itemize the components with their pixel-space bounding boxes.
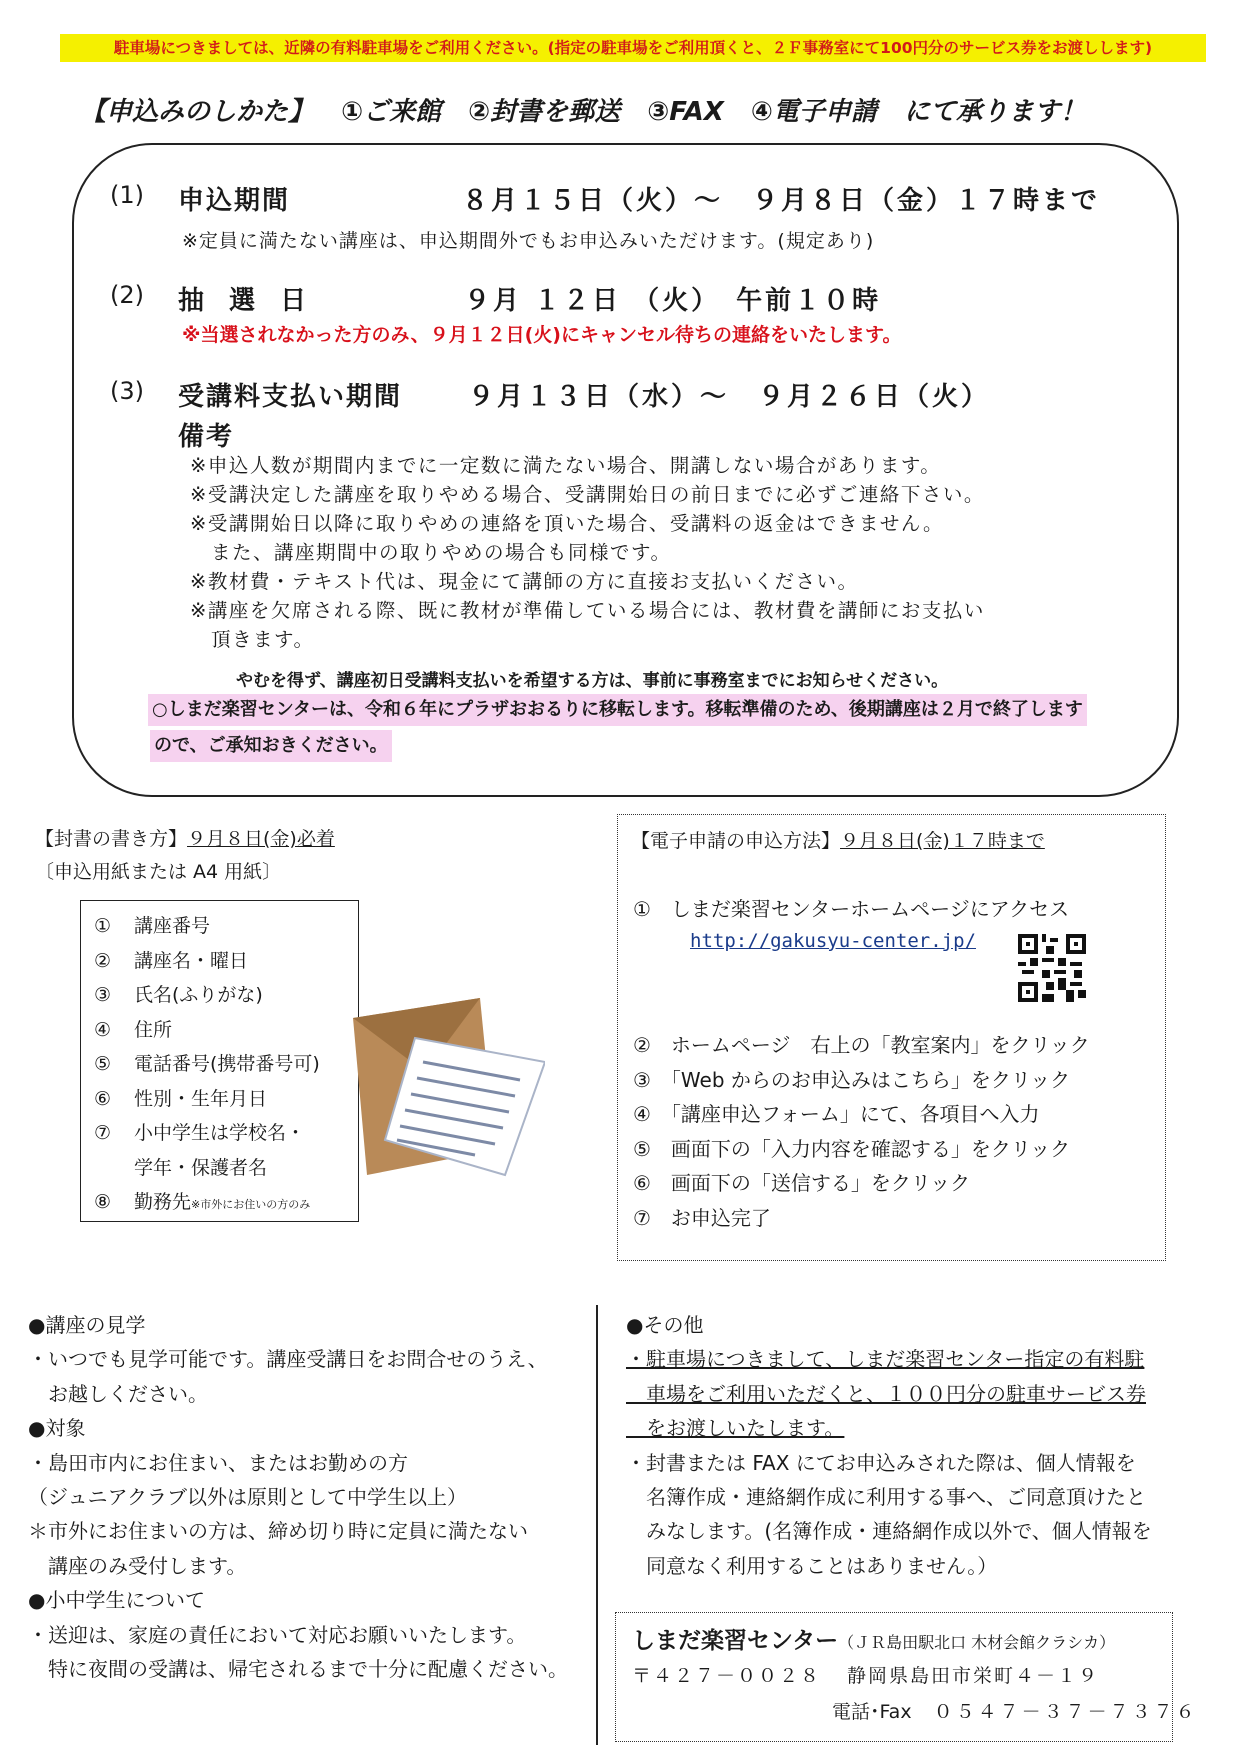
info-line: お越しください。 xyxy=(28,1381,208,1406)
howto-visit: ①ご来館 xyxy=(341,97,442,127)
electronic-step: ④ 「講座申込フォーム」にて、各項目へ入力 xyxy=(633,1102,1040,1126)
students-heading: ●小中学生について xyxy=(28,1588,206,1613)
electronic-step: ③ 「Web からのお申込みはこちら」をクリック xyxy=(633,1067,1071,1092)
first-day-payment-note: やむを得ず、講座初日受講料支払いを希望する方は、事前に事務室までにお知らせください。 xyxy=(236,671,949,691)
electronic-title: 【電子申請の申込方法】 xyxy=(631,830,841,852)
letter-title: 【封書の書き方】 xyxy=(35,828,188,850)
info-line: 講座のみ受付します。 xyxy=(28,1553,247,1578)
privacy-line: 名簿作成・連絡網作成に利用する事へ、ご同意頂けたと xyxy=(626,1485,1146,1510)
electronic-step: ⑤ 画面下の「入力内容を確認する」をクリック xyxy=(633,1136,1071,1161)
qr-code-icon xyxy=(1018,934,1086,1002)
electronic-step: ⑦ お申込完了 xyxy=(633,1205,771,1230)
letter-item: ④ 住所 xyxy=(94,1018,173,1041)
howto-suffix: にて承ります！ xyxy=(903,97,1086,127)
apply-period: ８月１５日（火）～ ９月８日（金）１７時まで xyxy=(462,186,1101,216)
letter-items-list xyxy=(94,909,320,1223)
letter-item: ⑧ 勤務先※市外にお住いの方のみ xyxy=(94,1191,311,1213)
lottery-note: ※当選されなかった方のみ、９月１２日(火)にキャンセル待ちの連絡をいたします。 xyxy=(182,324,902,346)
column-divider xyxy=(596,1305,598,1745)
phone-label: 電話･Fax xyxy=(832,1701,912,1723)
privacy-line: みなします。(名簿作成・連絡網作成以外で、個人情報を xyxy=(626,1519,1152,1544)
remark-item: ※受講開始日以降に取りやめの連絡を頂いた場合、受講料の返金はできません。 xyxy=(190,512,945,535)
contact-address-line xyxy=(632,1661,1099,1688)
remark-item: ※教材費・テキスト代は、現金にて講師の方に直接お支払いください。 xyxy=(190,570,859,593)
letter-heading xyxy=(35,824,335,851)
howto-mail: ②封書を郵送 xyxy=(468,97,621,127)
apply-note: ※定員に満たない講座は、申込期間外でもお申込みいただけます。(規定あり) xyxy=(182,230,875,252)
letter-item: 学年・保護者名 xyxy=(134,1156,268,1179)
bottom-right-info xyxy=(626,1308,1152,1583)
apply-number: (1) xyxy=(110,181,144,209)
phone-number: ０５４７－３７－７３７６ xyxy=(933,1701,1198,1723)
letter-item: ⑤ 電話番号(携帯番号可) xyxy=(94,1053,320,1075)
remark-item: ※申込人数が期間内までに一定数に満たない場合、開講しない場合があります。 xyxy=(190,454,942,477)
info-line: 特に夜間の受講は、帰宅されるまで十分に配慮ください。 xyxy=(28,1657,568,1682)
electronic-step: ⑥ 画面下の「送信する」をクリック xyxy=(633,1171,971,1195)
payment-label: 受講料支払い期間 xyxy=(178,382,403,412)
remark-item: 頂きます。 xyxy=(190,628,315,651)
letter-item8-note: ※市外にお住いの方のみ xyxy=(191,1198,311,1211)
homepage-link[interactable]: http://gakusyu-center.jp/ xyxy=(690,930,976,952)
envelope-document-icon xyxy=(345,990,545,1180)
how-to-apply-heading xyxy=(80,95,1180,129)
privacy-line: ・封書または FAX にてお申込みされた際は、個人情報を xyxy=(626,1450,1136,1475)
remark-item: ※講座を欠席される際、既に教材が準備している場合には、教材費を講師にお支払い xyxy=(190,599,985,622)
apply-label: 申込期間 xyxy=(178,186,291,216)
info-line: ・島田市内にお住まい、またはお勤めの方 xyxy=(28,1450,408,1475)
electronic-deadline: ９月８日(金)１７時まで xyxy=(840,830,1045,852)
letter-item: ⑥ 性別・生年月日 xyxy=(94,1087,268,1110)
bottom-left-info xyxy=(28,1308,568,1686)
other-heading: ●その他 xyxy=(626,1313,704,1337)
howto-electronic: ④電子申請 xyxy=(750,97,877,127)
electronic-step: ② ホームページ 右上の「教室案内」をクリック xyxy=(633,1033,1090,1057)
howto-fax: ③FAX xyxy=(647,97,724,127)
parking-banner: 駐車場につきましては、近隣の有料駐車場をご利用ください。(指定の駐車場をご利用頂くと、２Ｆ事務室にて100円分のサービス券をお渡しします) xyxy=(60,34,1206,62)
lottery-label: 抽 選 日 xyxy=(178,286,315,316)
center-name: しまだ楽習センター xyxy=(632,1628,839,1654)
contact-name-line xyxy=(632,1622,1115,1655)
howto-title: 【申込みのしかた】 xyxy=(80,97,315,127)
parking-line: をお渡しいたします。 xyxy=(626,1416,845,1441)
letter-item: ③ 氏名(ふりがな) xyxy=(94,984,263,1006)
payment-number: (3) xyxy=(110,377,144,405)
lottery-number: (2) xyxy=(110,281,144,309)
letter-item: ① 講座番号 xyxy=(94,915,211,937)
target-heading: ●対象 xyxy=(28,1416,86,1441)
parking-line: ・駐車場につきまして、しまだ楽習センター指定の有料駐 xyxy=(626,1347,1145,1372)
letter-paper: 〔申込用紙または A4 用紙〕 xyxy=(35,861,282,883)
electronic-steps-list xyxy=(633,1028,1090,1235)
parking-line: 車場をご利用いただくと、１００円分の駐車サービス券 xyxy=(626,1381,1146,1406)
center-location: （ＪＲ島田駅北口 木材会館クラシカ） xyxy=(838,1633,1116,1652)
info-line: ＊市外にお住まいの方は、締め切り時に定員に満たない xyxy=(28,1519,528,1544)
electronic-heading xyxy=(631,826,1045,853)
observation-heading: ●講座の見学 xyxy=(28,1313,146,1337)
address: 静岡県島田市栄町４－１９ xyxy=(847,1665,1100,1687)
relocation-note-line2: ので、ご承知おきください。 xyxy=(150,730,392,762)
contact-phone-line xyxy=(832,1697,1198,1724)
remark-item: また、講座期間中の取りやめの場合も同様です。 xyxy=(190,541,672,564)
letter-item: ② 講座名・曜日 xyxy=(94,949,249,972)
privacy-line: 同意なく利用することはありません。） xyxy=(626,1553,998,1578)
info-line: ・いつでも見学可能です。講座受講日をお問合せのうえ、 xyxy=(28,1347,548,1372)
info-line: ・送迎は、家庭の責任において対応お願いいたします。 xyxy=(28,1622,527,1647)
remarks-label: 備考 xyxy=(178,422,235,452)
relocation-note-line1: ○しまだ楽習センターは、令和６年にプラザおおるりに移転します。移転準備のため、後期講座は２月で終了します xyxy=(148,694,1087,726)
letter-item: ⑦ 小中学生は学校名・ xyxy=(94,1122,306,1144)
remarks-list xyxy=(190,451,985,654)
remark-item: ※受講決定した講座を取りやめる場合、受講開始日の前日までに必ずご連絡下さい。 xyxy=(190,483,985,506)
letter-deadline: ９月８日(金)必着 xyxy=(187,828,335,850)
electronic-step-1: ① しまだ楽習センターホームページにアクセス xyxy=(633,897,1070,921)
postal-code: 〒４２７－００２８ xyxy=(632,1665,822,1687)
lottery-date: ９月 １２日 （火） 午前１０時 xyxy=(464,286,882,316)
payment-period: ９月１３日（水）～ ９月２６日（火） xyxy=(468,382,991,412)
info-line: （ジュニアクラブ以外は原則として中学生以上） xyxy=(28,1485,467,1510)
